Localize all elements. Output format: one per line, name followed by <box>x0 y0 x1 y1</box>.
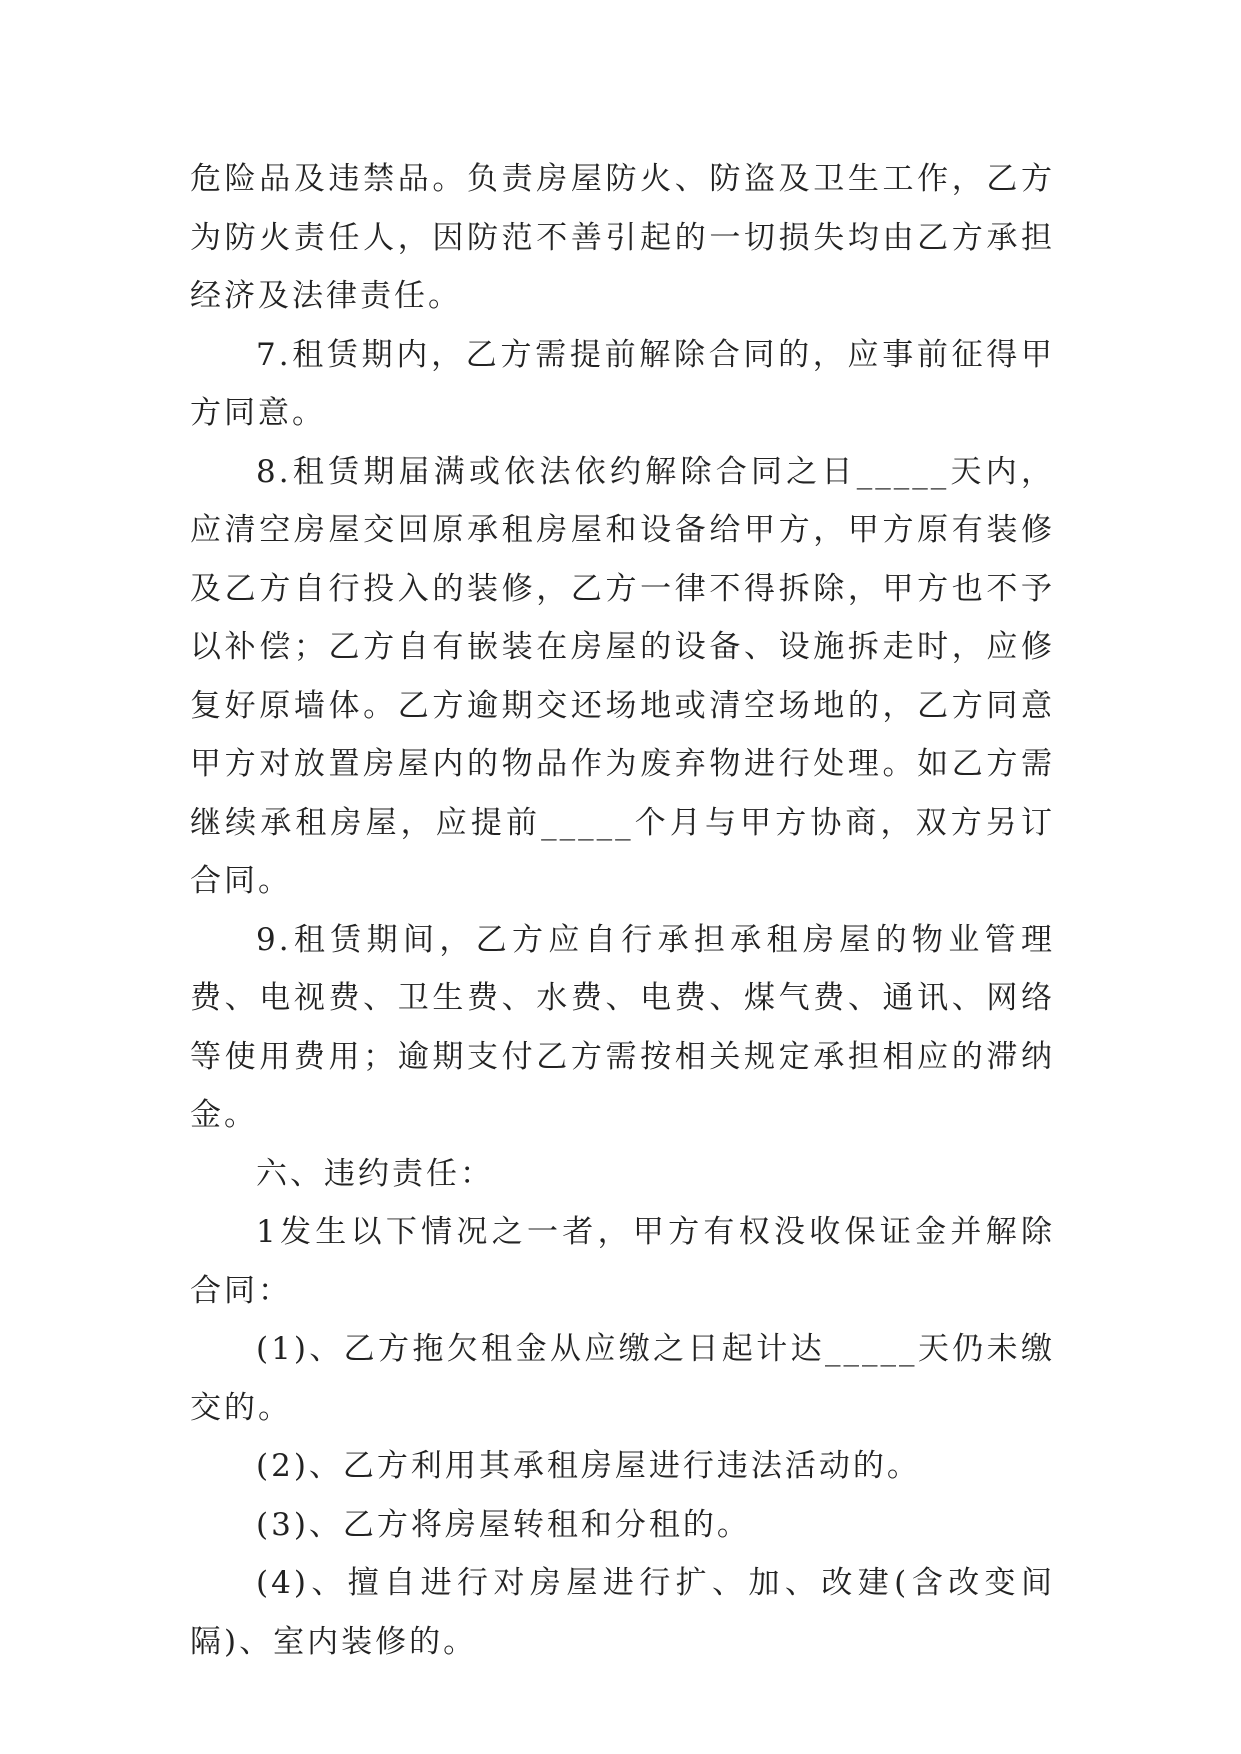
section-heading-breach-liability: 六、违约责任： <box>256 1155 494 1192</box>
paragraph-clause-8: 8.租赁期届满或依法依约解除合同之日_____天内，应清空房屋交回原承租房屋和设备给甲方，甲方原有装修及乙方自行投入的装修，乙方一律不得拆除，甲方也不予以补偿；乙方自有嵌装在房屋的设备、设施拆走时，应修复好原墙体。乙方逾期交还场地或清空场地的，乙方同意甲方对放置房屋内的物品作为废弃物进行处理。如乙方需继续承租房屋，应提前_____个月与甲方协商，双方另订合同。 <box>190 453 1055 899</box>
paragraph-clause-9: 9.租赁期间，乙方应自行承担承租房屋的物业管理费、电视费、卫生费、水费、电费、煤气费、通讯、网络等使用费用；逾期支付乙方需按相关规定承担相应的滞纳金。 <box>190 921 1055 1133</box>
paragraph-clause-7: 7.租赁期内，乙方需提前解除合同的，应事前征得甲方同意。 <box>190 336 1055 431</box>
list-item-1: (1)、乙方拖欠租金从应缴之日起计达_____天仍未缴交的。 <box>190 1331 1055 1426</box>
paragraph-breach-item-1: 1发生以下情况之一者，甲方有权没收保证金并解除合同： <box>190 1214 1055 1309</box>
list-item-2: (2)、乙方利用其承租房屋进行违法活动的。 <box>256 1448 921 1484</box>
paragraph-continuation: 危险品及违禁品。负责房屋防火、防盗及卫生工作，乙方为防火责任人，因防范不善引起的一切损失均由乙方承担经济及法律责任。 <box>190 161 1055 314</box>
document-page <box>190 150 1055 1671</box>
list-item-3: (3)、乙方将房屋转租和分租的。 <box>256 1506 751 1543</box>
list-item-4: (4)、擅自进行对房屋进行扩、加、改建(含改变间隔)、室内装修的。 <box>190 1565 1055 1660</box>
